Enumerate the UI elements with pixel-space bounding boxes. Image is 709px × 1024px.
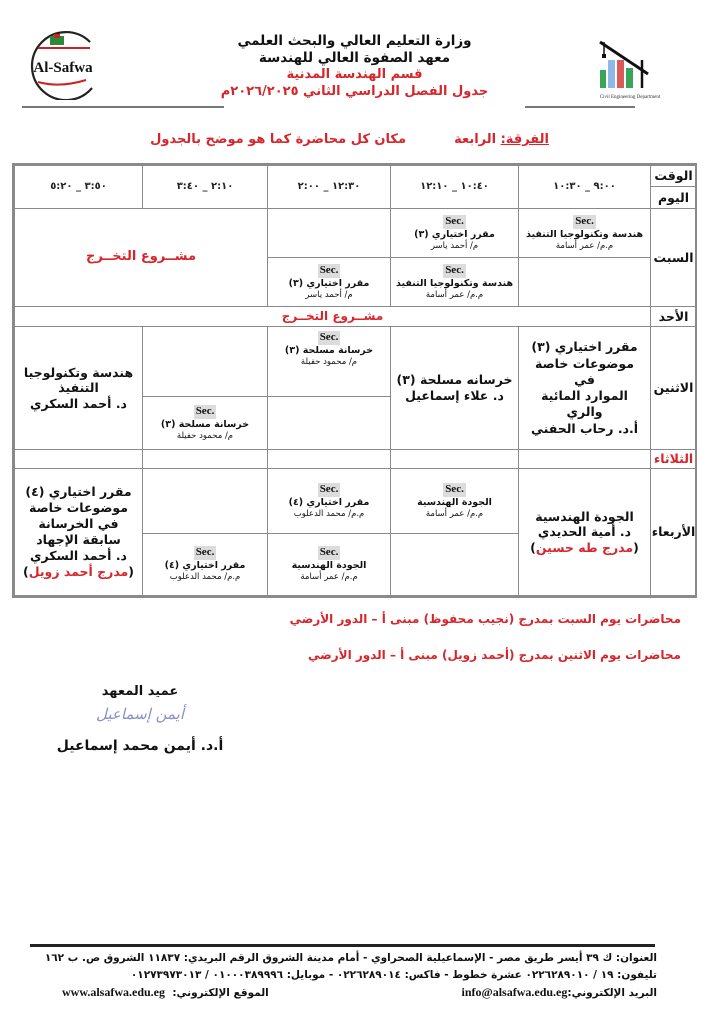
saturday-slot3-empty [267, 208, 391, 258]
lecture-hall [530, 540, 639, 556]
logo-text: Al-Safwa [33, 60, 93, 76]
wednesday-slot4-section [142, 533, 268, 596]
monday-slot2-lecture [390, 326, 519, 450]
course-name: خرسانه مسلحة (٣) [396, 372, 513, 388]
day-saturday: السبت [650, 208, 697, 307]
course-name-line: والري [566, 404, 603, 420]
section-tag: Sec. [445, 263, 464, 276]
saturday-slot2-section-bottom [390, 257, 519, 307]
level-label: الفرقة: [500, 132, 549, 147]
day-wednesday: الأربعاء [650, 468, 697, 596]
section-tag: Sec. [319, 482, 339, 495]
instructor-name: م/ أحمد ياسر [430, 240, 479, 251]
instructor-name: م/ محمود حفيلة [176, 430, 234, 441]
instructor-name: م.م/ عمر أسامة [555, 240, 614, 251]
tuesday-slot3-empty [267, 449, 391, 469]
hall-name: مدرج أحمد زويل [28, 564, 129, 579]
day-monday: الاثنين [650, 326, 697, 450]
course-name-line: في الخرسانة [38, 516, 119, 531]
level-value: الرابعة [454, 132, 497, 147]
course-name: خرسانة مسلحة (٣) [284, 344, 374, 356]
paren-close: ) [22, 564, 29, 579]
paren-close: ) [530, 539, 536, 555]
course-name-line: هندسة وتكنولوجيا [23, 364, 134, 380]
monday-slot4-empty [142, 326, 268, 397]
section-tag: Sec. [575, 214, 594, 227]
section-tag: Sec. [195, 404, 215, 417]
section-tag: Sec. [445, 214, 464, 227]
paren-open: ( [633, 539, 639, 555]
time-slot-1: ٩:٠٠ _ ١٠:٣٠ [518, 165, 651, 209]
wednesday-slot3-section-bottom [267, 533, 391, 596]
graduation-project-label: مشــروع التخــرج [281, 309, 384, 323]
course-name-line: مقرر اختياري (٣) [531, 339, 638, 355]
website-label: الموقع الإلكتروني: [172, 987, 269, 999]
level-info [454, 132, 549, 147]
time-header: الوقت [650, 165, 697, 187]
course-name: مقرر اختياري (٣) [414, 228, 495, 240]
course-name: هندسة وتكنولوجيا التنفيذ [525, 228, 644, 240]
time-slot-4: ٢:١٠ _ ٣:٤٠ [142, 165, 268, 209]
instructor-name: م.م/ محمد الدعلوب [293, 508, 365, 519]
day-header: اليوم [650, 186, 697, 209]
footer-website [62, 985, 269, 1000]
wednesday-slot2-empty [390, 533, 519, 596]
instructor-name: م.م/ محمد الدعلوب [169, 572, 241, 582]
department-title: قسم الهندسة المدنية [286, 67, 423, 82]
schedule-table [12, 163, 697, 598]
paren-open: ( [128, 564, 135, 579]
tuesday-slot4-empty [142, 449, 268, 469]
course-name-line: الموارد المائية [541, 388, 628, 403]
tuesday-slot5-empty [14, 449, 143, 469]
saturday-slot1-empty [518, 257, 651, 307]
wednesday-slot2-section [390, 468, 519, 534]
course-name-line: مقرر اختياري (٤) [25, 484, 132, 499]
dean-title: عميد المعهد [101, 684, 179, 699]
footer-address: العنوان: ك ٣٩ أيسر طريق مصر - الإسماعيلية الصحراوي - أمام مدينة الشروق الرقم البريدي: ١١٨٣٧ الشروق ص. ب ١٦٢ [44, 952, 657, 964]
instructor-name: د. علاء إسماعيل [405, 388, 504, 403]
lecture-hall [23, 564, 134, 580]
saturday-graduation-project [14, 208, 268, 307]
course-name-line: التنفيذ [58, 380, 99, 396]
schedule-title: جدول الفصل الدراسي الثاني ٢٠٢٦/٢٠٢٥م [220, 84, 489, 99]
location-note: مكان كل محاضرة كما هو موضح بالجدول [150, 132, 406, 147]
graduation-project-label: مشــروع التخــرج [85, 249, 197, 265]
monday-venue-note: محاضرات يوم الاثنين بمدرج (أحمد زويل) مبنى أ – الدور الأرضي [308, 648, 681, 662]
day-sunday: الأحد [650, 306, 697, 327]
header-divider-left [22, 106, 224, 108]
website-link[interactable]: www.alsafwa.edu.eg [62, 985, 166, 999]
instructor-name: م.م/ عمر أسامة [425, 289, 484, 300]
instructor-name: د. أحمد السكري [30, 548, 127, 563]
time-slot-2: ١٠:٤٠ _ ١٢:١٠ [390, 165, 519, 209]
saturday-slot1-section [518, 208, 651, 258]
monday-slot3-section [267, 326, 391, 397]
course-name: خرسانة مسلحة (٣) [160, 418, 250, 430]
monday-slot3-empty [267, 396, 391, 450]
course-name-line: في [574, 371, 595, 387]
saturday-venue-note: محاضرات يوم السبت بمدرج (نجيب محفوظ) مبنى أ – الدور الأرضي [289, 612, 681, 626]
email-link[interactable]: info@alsafwa.edu.eg [461, 985, 568, 999]
ministry-title: وزارة التعليم العالي والبحث العلمي [237, 33, 472, 49]
header-divider-right [525, 106, 635, 108]
footer-email [462, 985, 657, 1000]
section-tag: Sec. [445, 482, 464, 495]
monday-slot4-section [142, 396, 268, 450]
hall-name: مدرج طه حسين [535, 539, 634, 555]
course-name-line: موضوعات خاصة [535, 355, 634, 371]
course-name-line: موضوعات خاصة [29, 500, 128, 515]
instructor-name: د. أحمد السكري [30, 395, 127, 411]
time-slot-5: ٣:٥٠ _ ٥:٢٠ [14, 165, 143, 209]
section-tag: Sec. [319, 546, 339, 559]
instructor-name: م.م/ عمر أسامة [425, 508, 484, 519]
instructor-name: م.م/ عمر أسامة [300, 572, 358, 582]
monday-slot5-lecture [14, 326, 143, 450]
tuesday-slot1-empty [518, 449, 651, 469]
course-name-line: سابقة الإجهاد [36, 532, 121, 547]
course-name: مقرر اختياري (٣) [288, 277, 370, 289]
instructor-name: م/ أحمد ياسر [305, 289, 353, 300]
monday-slot1-lecture [518, 326, 651, 450]
day-tuesday: الثلاثاء [650, 449, 697, 469]
course-name: الجودة الهندسية [417, 496, 492, 508]
course-name: هندسة وتكنولوجيا التنفيذ [395, 277, 514, 289]
instructor-name: أ.د. رحاب الحفني [530, 420, 639, 436]
course-name: الجودة الهندسية [291, 560, 367, 572]
dean-name: أ.د. أيمن محمد إسماعيل [56, 738, 224, 754]
time-slot-3: ١٢:٣٠ _ ٢:٠٠ [267, 165, 391, 209]
course-name: مقرر اختياري (٤) [164, 560, 246, 572]
institute-title: معهد الصفوة العالي للهندسة [258, 50, 451, 66]
sunday-graduation-project [14, 306, 651, 327]
saturday-slot2-section-top [390, 208, 519, 258]
course-name: الجودة الهندسية [535, 508, 634, 524]
instructor-name: د. أمية الحديدي [537, 524, 632, 540]
course-name: مقرر اختياري (٤) [288, 496, 370, 508]
wednesday-slot1-lecture [518, 468, 651, 596]
section-tag: Sec. [319, 331, 339, 343]
logo-caption: Civil Engineering Department [599, 95, 661, 100]
instructor-name: م/ محمود حفيلة [300, 356, 358, 367]
email-label: البريد الإلكتروني: [567, 987, 657, 999]
wednesday-slot5-lecture [14, 468, 143, 596]
saturday-slot3-section [267, 257, 391, 307]
section-tag: Sec. [195, 546, 215, 559]
footer-phone: تليفون: ١٩ / ٠٢٢٦٢٨٩٠١٠ عشرة خطوط - فاكس: ٠٢٢٦٢٨٩٠١٤ - موبايل: ٠١٠٠٠٣٨٩٩٩٦ / ٠١٢٧٣٩٧٣٠١٣ [130, 969, 657, 981]
handwritten-signature: أيمن إسماعيل [95, 705, 184, 723]
wednesday-slot3-section-top [267, 468, 391, 534]
section-tag: Sec. [319, 263, 339, 276]
tuesday-slot2-empty [390, 449, 519, 469]
footer-divider [30, 944, 655, 947]
wednesday-slot4-empty [142, 468, 268, 534]
